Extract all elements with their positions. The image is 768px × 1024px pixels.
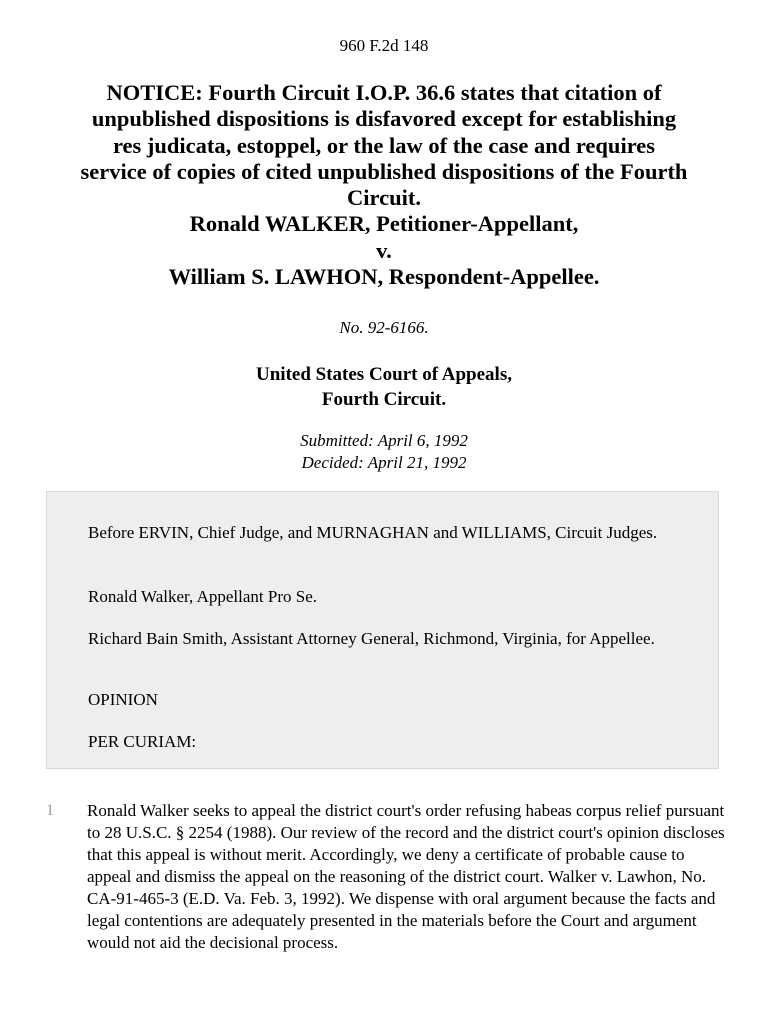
paragraph-text: Ronald Walker seeks to appeal the district court's order refusing habeas corpus relief pursuant to 28 U.S.C. § 2254 (1988). Our review of the record and the district court's opinion discloses that this appeal is without merit. Accordingly, we deny a certificate of probable cause to appeal and dismiss the appeal on the reasoning of the district court. Walker v. Lawhon, No. CA-91-465-3 (E.D. Va. Feb. 3, 1992). We dispense with oral argument because the facts and legal contentions are adequately presented in the materials before the Court and argument would not aid the decisional process. xyxy=(87,801,725,952)
case-title xyxy=(40,80,728,290)
appellee-counsel: Richard Bain Smith, Assistant Attorney General, Richmond, Virginia, for Appellee. xyxy=(88,629,655,648)
opinion-label: OPINION xyxy=(88,690,158,709)
court-name-line1: United States Court of Appeals, xyxy=(256,364,512,385)
case-citation: 960 F.2d 148 xyxy=(339,36,429,55)
notice-line: res judicata, estoppel, or the law of the case and requires xyxy=(112,132,656,158)
decided-date: Decided: April 21, 1992 xyxy=(301,453,467,472)
case-info-panel xyxy=(46,491,719,769)
notice-line: service of copies of cited unpublished dispositions of the Fourth xyxy=(80,158,688,184)
versus-label: v. xyxy=(376,237,392,263)
court-name xyxy=(0,362,768,412)
submitted-date: Submitted: April 6, 1992 xyxy=(300,431,468,450)
paragraph-number: 1 xyxy=(46,802,54,819)
judges-line: Before ERVIN, Chief Judge, and MURNAGHAN and WILLIAMS, Circuit Judges. xyxy=(88,523,658,542)
notice-line: NOTICE: Fourth Circuit I.O.P. 36.6 states that citation of xyxy=(106,80,662,105)
petitioner-name: Ronald WALKER, Petitioner-Appellant, xyxy=(189,211,579,237)
court-name-line2: Fourth Circuit. xyxy=(321,389,447,410)
docket-number: No. 92-6166. xyxy=(339,318,429,337)
notice-line: unpublished dispositions is disfavored except for establishing xyxy=(91,106,677,132)
case-dates xyxy=(0,430,768,474)
respondent-name: William S. LAWHON, Respondent-Appellee. xyxy=(168,264,600,290)
appellant-counsel: Ronald Walker, Appellant Pro Se. xyxy=(88,587,317,606)
notice-line: Circuit. xyxy=(347,185,421,211)
per-curiam-label: PER CURIAM: xyxy=(88,732,197,751)
